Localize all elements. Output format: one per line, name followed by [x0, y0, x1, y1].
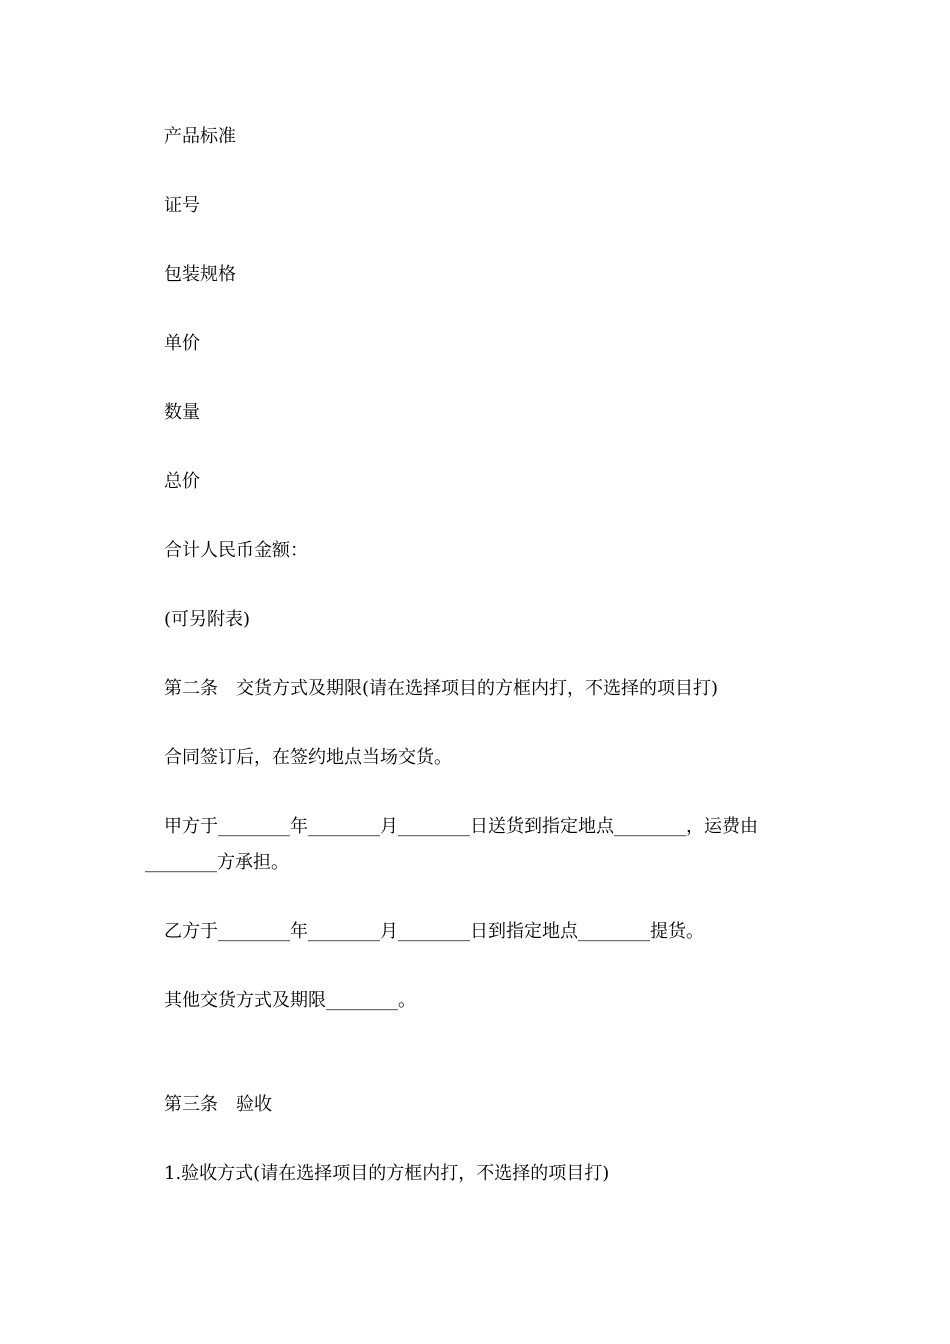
delivery-on-site: 合同签订后，在签约地点当场交货。 — [164, 747, 452, 768]
item-quantity: 数量 — [164, 402, 200, 423]
article-two-heading: 第二条 交货方式及期限(请在选择项目的方框内打，不选择的项目打) — [164, 678, 719, 699]
item-unit-price: 单价 — [164, 333, 200, 354]
item-certificate-number: 证号 — [164, 195, 200, 216]
delivery-by-party-a: 甲方于________年________月________日送货到指定地点________，运费由________方承担。 — [145, 816, 758, 873]
item-packaging-spec: 包装规格 — [164, 264, 236, 285]
item-total-price: 总价 — [164, 471, 200, 492]
acceptance-method: 1.验收方式(请在选择项目的方框内打，不选择的项目打) — [164, 1163, 610, 1184]
item-total-amount-rmb: 合计人民币金额： — [164, 540, 308, 561]
item-product-standard: 产品标准 — [164, 126, 236, 147]
other-delivery-method: 其他交货方式及期限________。 — [164, 990, 416, 1011]
attach-table-note: (可另附表) — [164, 609, 251, 630]
article-three-heading: 第三条 验收 — [164, 1094, 272, 1115]
pickup-by-party-b: 乙方于________年________月________日到指定地点________提货。 — [164, 921, 704, 942]
